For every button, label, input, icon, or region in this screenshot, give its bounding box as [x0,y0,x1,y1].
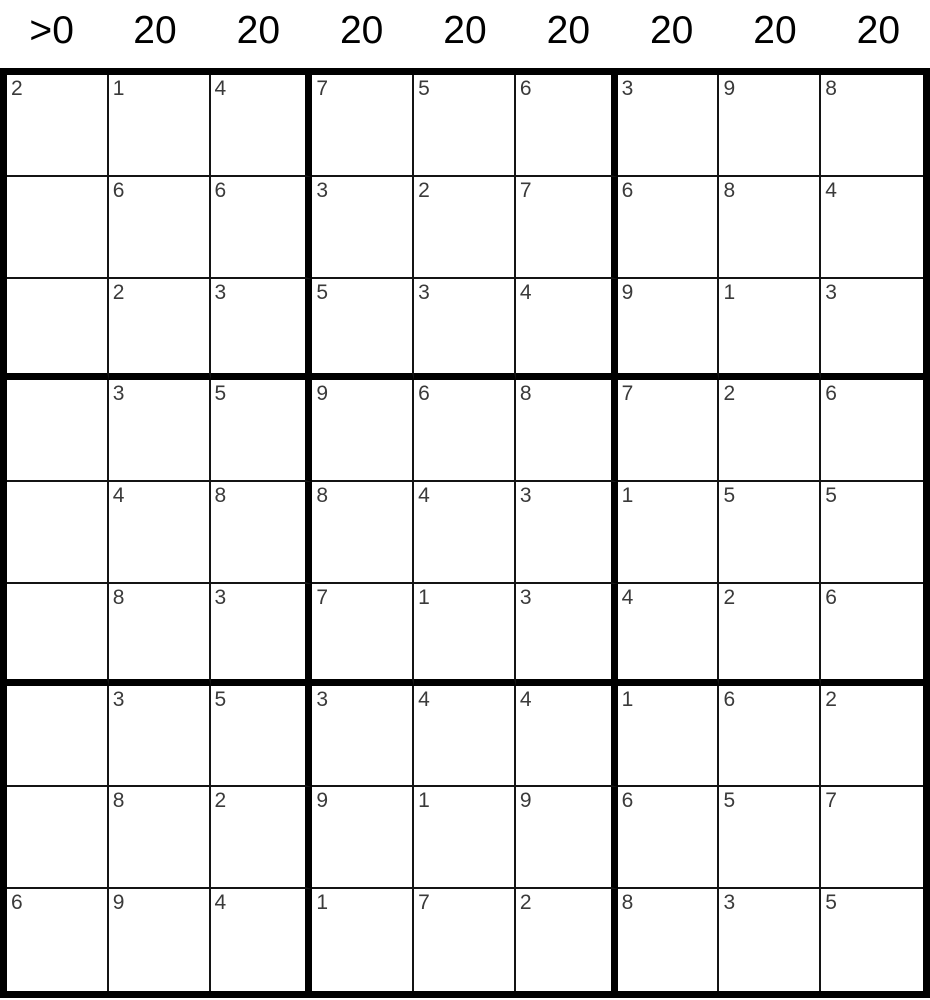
grid-cell-r9c9[interactable] [821,889,923,991]
grid-cell-r2c9[interactable] [821,177,923,279]
grid-cell-r7c9[interactable] [821,686,923,788]
grid-cell-r8c4[interactable] [312,787,414,889]
grid-cell-r2c7[interactable] [618,177,720,279]
grid-cell-r6c6[interactable] [516,584,618,686]
grid-cell-r5c8[interactable] [719,482,821,584]
grid-cell-r5c4[interactable] [312,482,414,584]
cell-clue: 4 [825,178,837,202]
cell-clue: 7 [825,789,837,813]
cell-clue: 5 [418,77,430,100]
cell-clue: 2 [112,280,125,304]
grid-cell-r4c3[interactable] [211,380,313,482]
grid-cell-r9c3[interactable] [211,889,313,991]
cell-clue: 5 [214,687,227,711]
grid-cell-r1c2[interactable] [109,75,211,177]
cell-clue: 2 [825,687,837,711]
cell-clue: 7 [621,382,634,406]
cell-clue: 2 [418,178,430,202]
grid-cell-r6c4[interactable] [312,584,414,686]
grid-cell-r9c5[interactable] [414,889,516,991]
grid-cell-r2c3[interactable] [211,177,313,279]
cell-clue: 9 [316,382,329,406]
column-header-5: 20 [443,9,487,52]
grid-cell-r8c6[interactable] [516,787,618,889]
grid-cell-r2c4[interactable] [312,177,414,279]
grid-cell-r9c1[interactable] [7,889,109,991]
grid-cell-r7c4[interactable] [312,686,414,788]
cell-clue: 8 [112,789,125,813]
cell-clue: 3 [316,178,329,202]
grid-cell-r6c5[interactable] [414,584,516,686]
grid-cell-r4c2[interactable] [109,380,211,482]
grid-cell-r9c8[interactable] [719,889,821,991]
grid-cell-r4c1[interactable] [7,380,109,482]
grid-cell-r1c1[interactable] [7,75,109,177]
column-header-8: 20 [753,9,797,52]
grid-cell-r7c2[interactable] [109,686,211,788]
column-header-3: 20 [236,9,281,52]
grid-cell-r8c1[interactable] [7,787,109,889]
grid-cell-r5c5[interactable] [414,482,516,584]
grid-cell-r1c4[interactable] [312,75,414,177]
cell-clue: 5 [316,280,329,304]
cell-clue: 3 [519,585,532,609]
cell-clue: 1 [112,77,125,100]
column-header-4: 20 [339,9,384,52]
grid-cell-r1c5[interactable] [414,75,516,177]
grid-cell-r2c2[interactable] [109,177,211,279]
grid-cell-r9c4[interactable] [312,889,414,991]
grid-cell-r4c7[interactable] [618,380,720,482]
grid-cell-r8c9[interactable] [821,787,923,889]
grid-cell-r8c3[interactable] [211,787,313,889]
cell-clue: 7 [418,891,430,915]
grid-cell-r3c1[interactable] [7,279,109,381]
grid-cell-r3c2[interactable] [109,279,211,381]
cell-clue: 3 [112,382,125,406]
cell-clue: 3 [519,484,532,508]
grid-cell-r9c2[interactable] [109,889,211,991]
cell-clue: 6 [723,687,736,711]
grid-cell-r6c1[interactable] [7,584,109,686]
cell-clue: 8 [825,77,837,100]
grid-cell-r3c8[interactable] [719,279,821,381]
cell-clue: 8 [112,585,125,609]
grid-cell-r2c6[interactable] [516,177,618,279]
cell-clue: 6 [11,891,23,915]
grid-cell-r8c8[interactable] [719,787,821,889]
grid-cell-r8c7[interactable] [618,787,720,889]
grid-cell-r4c5[interactable] [414,380,516,482]
cell-clue: 1 [621,484,634,508]
cell-clue: 7 [519,178,532,202]
cell-clue: 3 [825,280,837,304]
grid-cell-r6c2[interactable] [109,584,211,686]
grid-cell-r5c3[interactable] [211,482,313,584]
cell-clue: 4 [214,77,227,100]
grid-cell-r4c4[interactable] [312,380,414,482]
cell-clue: 8 [621,891,634,915]
column-header-1: >0 [29,9,74,52]
cell-clue: 4 [112,484,125,508]
column-header-6: 20 [546,9,591,52]
cell-clue: 5 [214,382,227,406]
grid-cell-r4c6[interactable] [516,380,618,482]
grid-cell-r2c8[interactable] [719,177,821,279]
cell-clue: 2 [723,585,736,609]
cell-clue: 9 [316,789,329,813]
cell-clue: 4 [519,280,532,304]
cell-clue: 2 [723,382,736,406]
grid-cell-r7c5[interactable] [414,686,516,788]
cell-clue: 5 [723,484,736,508]
grid-cell-r3c6[interactable] [516,279,618,381]
grid-cell-r1c3[interactable] [211,75,313,177]
cell-clue: 4 [519,687,532,711]
cell-clue: 4 [418,687,430,711]
cell-clue: 1 [621,687,634,711]
cell-clue: 7 [316,585,329,609]
grid-cell-r3c7[interactable] [618,279,720,381]
cell-clue: 6 [621,789,634,813]
cell-clue: 8 [519,382,532,406]
puzzle-grid [0,68,930,998]
column-header-7: 20 [649,9,694,52]
grid-cell-r3c9[interactable] [821,279,923,381]
column-header-2: 20 [133,9,177,52]
cell-clue: 4 [214,891,227,915]
grid-cell-r5c2[interactable] [109,482,211,584]
grid-cell-r5c6[interactable] [516,482,618,584]
grid-cell-r3c5[interactable] [414,279,516,381]
cell-clue: 7 [316,77,329,100]
grid-cell-r7c1[interactable] [7,686,109,788]
cell-clue: 2 [214,789,227,813]
grid-cell-r6c3[interactable] [211,584,313,686]
cell-clue: 1 [316,891,329,915]
cell-clue: 3 [621,77,634,100]
grid-cell-r5c9[interactable] [821,482,923,584]
cell-clue: 6 [825,585,837,609]
cell-clue: 3 [112,687,125,711]
grid-cell-r8c2[interactable] [109,787,211,889]
grid-cell-r3c3[interactable] [211,279,313,381]
cell-clue: 8 [723,178,736,202]
cell-clue: 3 [214,585,227,609]
grid-cell-r1c6[interactable] [516,75,618,177]
cell-clue: 1 [418,789,430,813]
cell-clue: 6 [214,178,227,202]
cell-clue: 3 [723,891,736,915]
grid-cell-r6c7[interactable] [618,584,720,686]
cell-clue: 3 [316,687,329,711]
cell-clue: 1 [418,585,430,609]
cell-clue: 2 [519,891,532,915]
cell-clue: 5 [723,789,736,813]
cell-clue: 3 [418,280,430,304]
cell-clue: 5 [825,484,837,508]
cell-clue: 9 [621,280,634,304]
grid-cell-r1c7[interactable] [618,75,720,177]
grid-cell-r9c7[interactable] [618,889,720,991]
grid-cell-r5c1[interactable] [7,482,109,584]
cell-clue: 6 [519,77,532,100]
cell-clue: 6 [112,178,125,202]
grid-cell-r1c8[interactable] [719,75,821,177]
grid-cell-r4c9[interactable] [821,380,923,482]
cell-clue: 4 [418,484,430,508]
column-headers [0,0,930,62]
grid-cell-r7c6[interactable] [516,686,618,788]
cell-clue: 6 [418,382,430,406]
grid-cell-r2c5[interactable] [414,177,516,279]
cell-clue: 5 [825,891,837,915]
grid-cell-r6c9[interactable] [821,584,923,686]
cell-clue: 6 [825,382,837,406]
grid-cell-r9c6[interactable] [516,889,618,991]
grid-cell-r2c1[interactable] [7,177,109,279]
grid-cell-r3c4[interactable] [312,279,414,381]
cell-clue: 6 [621,178,634,202]
column-header-9: 20 [856,9,901,52]
grid-cell-r7c8[interactable] [719,686,821,788]
grid-cell-r5c7[interactable] [618,482,720,584]
cell-clue: 1 [723,280,736,304]
cell-clue: 4 [621,585,634,609]
cell-clue: 8 [316,484,329,508]
grid-cell-r8c5[interactable] [414,787,516,889]
cell-clue: 9 [519,789,532,813]
cell-clue: 2 [11,77,23,100]
cell-clue: 3 [214,280,227,304]
grid-cell-r6c8[interactable] [719,584,821,686]
cell-clue: 8 [214,484,227,508]
grid-cell-r7c7[interactable] [618,686,720,788]
grid-cell-r4c8[interactable] [719,380,821,482]
grid-cell-r7c3[interactable] [211,686,313,788]
cell-clue: 9 [723,77,736,100]
grid-cell-r1c9[interactable] [821,75,923,177]
cell-clue: 9 [112,891,125,915]
